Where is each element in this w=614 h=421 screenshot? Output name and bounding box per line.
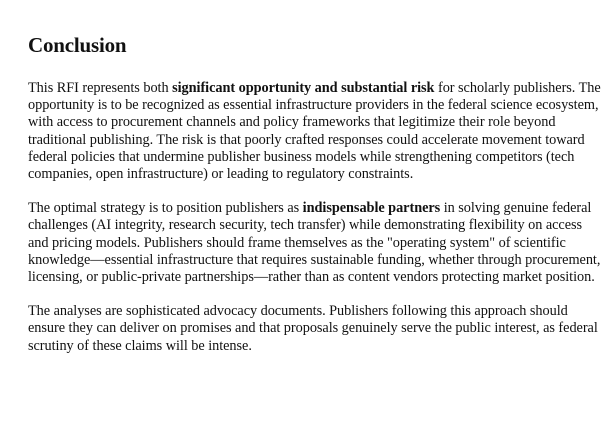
paragraph-analyses [28,303,606,355]
paragraph-opportunity-risk [28,80,606,183]
paragraph-text: The analyses are sophisticated advocacy documents. Publishers following this approach should ensure they can deliver on promises and that proposals genuinely serve the public interest, as federal scrutiny of these claims will be intense. [28,303,598,354]
paragraph-text: for scholarly publishers. The opportunity is to be recognized as essential infrastructure providers in the federal science ecosystem, with access to procurement channels and policy frameworks that legitimize their role beyond traditional publishing. The risk is that poorly crafted responses could accelerate movement toward federal policies that undermine publisher business models while strengthening competitors (tech companies, open infrastructure) or leading to regulatory constraints. [28,80,601,183]
section-heading: Conclusion [28,33,127,57]
paragraph-text: in solving genuine federal challenges (AI integrity, research security, tech transfer) while demonstrating flexibility on access and pricing models. Publishers should frame themselves as the "operating system" of scientific knowledge—essential infrastructure that requires sustainable funding, whether through procurement, licensing, or public-private partnerships—rather than as content vendors protecting market position. [28,200,601,286]
emphasis-text: indispensable partners [302,200,441,217]
paragraph-optimal-strategy [28,200,606,286]
paragraph-text: The optimal strategy is to position publishers as [28,200,303,217]
emphasis-text: significant opportunity and substantial risk [172,80,435,96]
document-body [28,32,606,372]
paragraph-text: This RFI represents both [28,80,173,96]
